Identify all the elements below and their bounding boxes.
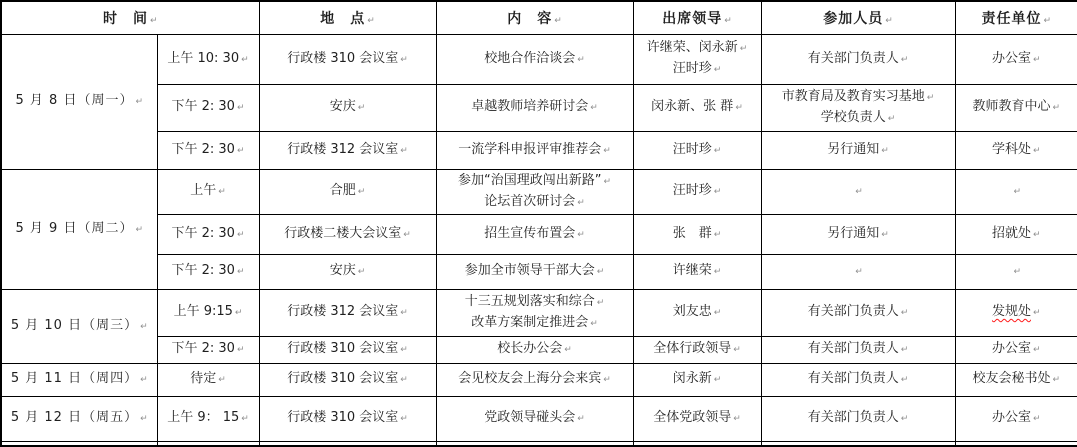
cell-text: 一流学科申报评审推荐会 — [458, 141, 602, 157]
cell-text: 5 月 8 日（周一） — [15, 93, 134, 108]
paragraph-mark-icon: ↵ — [577, 54, 585, 65]
paragraph-mark-icon: ↵ — [403, 229, 411, 240]
cell-text: 5 月 9 日（周二） — [15, 220, 134, 236]
empty-cell — [436, 441, 633, 446]
paragraph-mark-icon: ↵ — [1033, 229, 1041, 240]
paragraph-mark-icon: ↵ — [603, 176, 612, 187]
cell-text: 发规处 — [991, 304, 1031, 319]
location-cell — [259, 336, 436, 363]
cell-text: 全体行政领导 — [653, 341, 732, 356]
cell-text: 卓越教师培养研讨会 — [471, 99, 589, 114]
paragraph-mark-icon: ↵ — [577, 229, 585, 240]
leaders-cell — [633, 131, 761, 169]
cell-text: 汪时珍 — [672, 61, 712, 76]
paragraph-mark-icon: ↵ — [590, 103, 598, 113]
paragraph-mark-icon: ↵ — [1033, 145, 1041, 156]
table-row-empty — [1, 441, 1077, 446]
cell-text: 5 月 12 日（周五） — [10, 410, 139, 425]
paragraph-mark-icon: ↵ — [236, 103, 245, 113]
cell-text: 改革方案制定推进会 — [471, 314, 589, 330]
leaders-cell — [633, 336, 761, 363]
paragraph-mark-icon: ↵ — [885, 15, 893, 26]
cell-text: 行政楼 310 会议室 — [287, 50, 399, 66]
cell-text: 行政楼 310 会议室 — [287, 371, 399, 386]
paragraph-mark-icon: ↵ — [400, 145, 408, 156]
cell-text: 上午 10: 30 — [167, 50, 240, 66]
content-cell — [436, 289, 633, 336]
unit-cell — [955, 336, 1077, 363]
cell-text: 有关部门负责人 — [807, 410, 899, 425]
time-cell — [157, 169, 259, 214]
location-cell — [259, 34, 436, 84]
paragraph-mark-icon: ↵ — [603, 145, 611, 156]
paragraph-mark-icon: ↵ — [713, 187, 722, 197]
cell-text: 上午 9： 15 — [167, 410, 240, 425]
cell-text: 行政楼 310 会议室 — [287, 341, 399, 356]
paragraph-mark-icon: ↵ — [1033, 54, 1041, 65]
paragraph-mark-icon: ↵ — [926, 92, 935, 103]
cell-text: 下午 2: 30 — [171, 141, 235, 157]
leaders-cell — [633, 254, 761, 289]
cell-text: 上午 — [190, 183, 217, 198]
cell-text: 下午 2: 30 — [171, 263, 235, 278]
paragraph-mark-icon: ↵ — [236, 229, 245, 240]
cell-text: 汪时珍 — [672, 183, 712, 198]
empty-cell — [259, 441, 436, 446]
paragraph-mark-icon: ↵ — [236, 145, 245, 156]
unit-cell — [955, 396, 1077, 441]
location-cell — [259, 214, 436, 254]
paragraph-mark-icon: ↵ — [564, 345, 572, 355]
content-cell — [436, 34, 633, 84]
cell-text: 汪时珍 — [672, 141, 712, 157]
paragraph-mark-icon: ↵ — [241, 414, 249, 424]
leaders-cell — [633, 214, 761, 254]
empty-cell — [955, 441, 1077, 446]
paragraph-mark-icon: ↵ — [554, 15, 562, 26]
paragraph-mark-icon: ↵ — [357, 187, 366, 197]
paragraph-mark-icon: ↵ — [140, 414, 148, 424]
cell-text: 许继荣、闵永新 — [646, 40, 738, 55]
leaders-cell — [633, 396, 761, 441]
content-cell — [436, 254, 633, 289]
cell-text: 闵永新 — [672, 371, 712, 386]
paragraph-mark-icon: ↵ — [881, 145, 889, 156]
paragraph-mark-icon: ↵ — [855, 187, 863, 197]
cell-text: 参加全市领导干部大会 — [464, 263, 595, 278]
location-cell — [259, 254, 436, 289]
paragraph-mark-icon: ↵ — [241, 54, 249, 65]
cell-text: 参加“治国理政闯出新路” — [458, 172, 602, 188]
cell-text: 招就处 — [991, 225, 1031, 241]
paragraph-mark-icon: ↵ — [1033, 345, 1041, 355]
cell-text: 行政楼 310 会议室 — [287, 410, 399, 425]
empty-cell — [1, 441, 157, 446]
location-cell — [259, 84, 436, 131]
table-row — [1, 169, 1077, 214]
header-row — [1, 1, 1077, 34]
paragraph-mark-icon: ↵ — [724, 15, 732, 26]
cell-text: 另行通知 — [827, 141, 880, 157]
participants-cell — [761, 34, 955, 84]
cell-text: 有关部门负责人 — [807, 371, 899, 386]
paragraph-mark-icon: ↵ — [713, 65, 722, 75]
content-cell — [436, 84, 633, 131]
paragraph-mark-icon: ↵ — [577, 197, 585, 208]
paragraph-mark-icon: ↵ — [1033, 414, 1041, 424]
cell-text: 办公室 — [991, 50, 1031, 66]
paragraph-mark-icon: ↵ — [367, 15, 375, 26]
time-cell — [157, 336, 259, 363]
participants-cell — [761, 254, 955, 289]
cell-text: 许继荣 — [672, 263, 712, 278]
date-cell — [1, 169, 157, 289]
cell-text: 十三五规划落实和综合 — [464, 293, 595, 309]
cell-text: 有关部门负责人 — [807, 304, 899, 319]
cell-text: 有关部门负责人 — [807, 341, 899, 356]
paragraph-mark-icon: ↵ — [739, 44, 748, 54]
paragraph-mark-icon: ↵ — [135, 224, 143, 235]
paragraph-mark-icon: ↵ — [590, 318, 598, 329]
paragraph-mark-icon: ↵ — [400, 54, 408, 65]
paragraph-mark-icon: ↵ — [400, 345, 408, 355]
cell-text: 全体党政领导 — [653, 410, 732, 425]
content-cell — [436, 214, 633, 254]
participants-cell — [761, 336, 955, 363]
cell-text: 下午 2: 30 — [171, 225, 235, 241]
cell-text: 学校负责人 — [820, 109, 886, 125]
paragraph-mark-icon: ↵ — [733, 345, 741, 355]
participants-cell — [761, 84, 955, 131]
header-text: 时 间 — [102, 10, 148, 27]
unit-cell — [955, 84, 1077, 131]
cell-text: 校地合作洽谈会 — [484, 50, 576, 66]
paragraph-mark-icon: ↵ — [1043, 15, 1052, 26]
cell-text: 校友会秘书处 — [972, 371, 1051, 386]
paragraph-mark-icon: ↵ — [234, 308, 243, 318]
paragraph-mark-icon: ↵ — [218, 375, 226, 385]
unit-cell — [955, 289, 1077, 336]
leaders-cell — [633, 289, 761, 336]
cell-text: 张 群 — [672, 225, 712, 241]
paragraph-mark-icon: ↵ — [713, 145, 722, 156]
participants-cell — [761, 214, 955, 254]
cell-text: 另行通知 — [827, 225, 880, 241]
date-cell — [1, 396, 157, 441]
cell-text: 合肥 — [329, 183, 356, 198]
empty-cell — [633, 441, 761, 446]
location-cell — [259, 131, 436, 169]
leaders-cell — [633, 34, 761, 84]
paragraph-mark-icon: ↵ — [577, 414, 585, 424]
header-location — [259, 1, 436, 34]
paragraph-mark-icon: ↵ — [357, 103, 366, 113]
participants-cell — [761, 363, 955, 396]
leaders-cell — [633, 84, 761, 131]
cell-text: 办公室 — [991, 341, 1031, 356]
paragraph-mark-icon: ↵ — [900, 375, 909, 385]
paragraph-mark-icon: ↵ — [900, 345, 909, 355]
location-cell — [259, 289, 436, 336]
cell-text: 党政领导碰头会 — [484, 410, 576, 425]
paragraph-mark-icon: ↵ — [218, 187, 226, 197]
paragraph-mark-icon: ↵ — [900, 414, 909, 424]
cell-text: 学科处 — [991, 141, 1031, 157]
cell-text: 闵永新、张 群 — [651, 99, 734, 114]
participants-cell — [761, 131, 955, 169]
location-cell — [259, 363, 436, 396]
header-unit — [955, 1, 1077, 34]
table-row — [1, 84, 1077, 131]
content-cell — [436, 336, 633, 363]
cell-text: 安庆 — [329, 99, 356, 114]
location-cell — [259, 396, 436, 441]
table-row — [1, 131, 1077, 169]
cell-text: 5 月 10 日（周三） — [10, 317, 139, 333]
paragraph-mark-icon: ↵ — [140, 375, 148, 385]
content-cell — [436, 169, 633, 214]
leaders-cell — [633, 169, 761, 214]
unit-cell — [955, 363, 1077, 396]
table-row — [1, 363, 1077, 396]
paragraph-mark-icon: ↵ — [1013, 187, 1022, 197]
cell-text: 上午 9:15 — [173, 304, 233, 319]
participants-cell — [761, 169, 955, 214]
cell-text: 论坛首次研讨会 — [484, 193, 576, 209]
date-cell — [1, 289, 157, 363]
cell-text: 5 月 11 日（周四） — [10, 371, 139, 386]
paragraph-mark-icon: ↵ — [236, 345, 245, 355]
unit-cell — [955, 214, 1077, 254]
content-cell — [436, 363, 633, 396]
cell-text: 办公室 — [991, 410, 1031, 425]
paragraph-mark-icon: ↵ — [400, 375, 408, 385]
paragraph-mark-icon: ↵ — [400, 414, 408, 424]
participants-cell — [761, 289, 955, 336]
time-cell — [157, 254, 259, 289]
paragraph-mark-icon: ↵ — [357, 267, 366, 277]
paragraph-mark-icon: ↵ — [887, 113, 896, 124]
cell-text: 下午 2: 30 — [171, 99, 235, 114]
unit-cell — [955, 254, 1077, 289]
header-leaders — [633, 1, 761, 34]
cell-text: 招生宣传布置会 — [484, 225, 576, 241]
header-text: 参加人员 — [823, 10, 884, 27]
time-cell — [157, 289, 259, 336]
cell-text: 下午 2: 30 — [171, 341, 235, 356]
table-row — [1, 214, 1077, 254]
location-cell — [259, 169, 436, 214]
paragraph-mark-icon: ↵ — [713, 308, 722, 318]
time-cell — [157, 214, 259, 254]
paragraph-mark-icon: ↵ — [135, 97, 143, 107]
unit-cell — [955, 131, 1077, 169]
header-text: 责任单位 — [981, 10, 1042, 27]
participants-cell — [761, 396, 955, 441]
paragraph-mark-icon: ↵ — [1013, 267, 1022, 277]
cell-text: 行政楼二楼大会议室 — [284, 225, 402, 241]
header-content — [436, 1, 633, 34]
paragraph-mark-icon: ↵ — [881, 229, 889, 240]
table-row — [1, 336, 1077, 363]
time-cell — [157, 131, 259, 169]
paragraph-mark-icon: ↵ — [1033, 308, 1041, 318]
paragraph-mark-icon: ↵ — [900, 54, 909, 65]
paragraph-mark-icon: ↵ — [713, 267, 722, 277]
paragraph-mark-icon: ↵ — [733, 414, 741, 424]
date-cell — [1, 363, 157, 396]
content-cell — [436, 131, 633, 169]
leaders-cell — [633, 363, 761, 396]
time-cell — [157, 396, 259, 441]
paragraph-mark-icon: ↵ — [596, 297, 605, 308]
cell-text: 刘友忠 — [672, 304, 712, 319]
paragraph-mark-icon: ↵ — [713, 229, 722, 240]
content-cell — [436, 396, 633, 441]
paragraph-mark-icon: ↵ — [149, 15, 158, 26]
unit-cell — [955, 169, 1077, 214]
paragraph-mark-icon: ↵ — [713, 375, 722, 385]
cell-text: 市教育局及教育实习基地 — [781, 88, 925, 104]
paragraph-mark-icon: ↵ — [1052, 375, 1061, 385]
cell-text: 教师教育中心 — [972, 99, 1051, 114]
cell-text: 会见校友会上海分会来宾 — [458, 371, 602, 386]
header-text: 地 点 — [320, 10, 366, 27]
table-row — [1, 289, 1077, 336]
empty-cell — [761, 441, 955, 446]
paragraph-mark-icon: ↵ — [1052, 103, 1061, 113]
unit-cell — [955, 34, 1077, 84]
paragraph-mark-icon: ↵ — [900, 308, 909, 318]
cell-text: 校长办公会 — [497, 341, 563, 356]
table-row — [1, 254, 1077, 289]
paragraph-mark-icon: ↵ — [400, 308, 408, 318]
paragraph-mark-icon: ↵ — [140, 321, 148, 332]
schedule-table-body — [1, 34, 1077, 446]
date-cell — [1, 34, 157, 169]
header-text: 内 容 — [507, 10, 553, 27]
table-row — [1, 396, 1077, 441]
paragraph-mark-icon: ↵ — [735, 103, 743, 113]
paragraph-mark-icon: ↵ — [236, 267, 245, 277]
cell-text: 安庆 — [329, 263, 356, 278]
paragraph-mark-icon: ↵ — [603, 375, 611, 385]
paragraph-mark-icon: ↵ — [855, 267, 863, 277]
time-cell — [157, 363, 259, 396]
table-row — [1, 34, 1077, 84]
paragraph-mark-icon: ↵ — [596, 267, 605, 277]
cell-text: 待定 — [190, 371, 217, 386]
time-cell — [157, 84, 259, 131]
header-participants — [761, 1, 955, 34]
cell-text: 行政楼 312 会议室 — [287, 304, 399, 319]
empty-cell — [157, 441, 259, 446]
time-cell — [157, 34, 259, 84]
cell-text: 行政楼 312 会议室 — [287, 141, 399, 157]
cell-text: 有关部门负责人 — [807, 50, 899, 66]
header-time — [1, 1, 259, 34]
header-text: 出席领导 — [662, 10, 723, 27]
